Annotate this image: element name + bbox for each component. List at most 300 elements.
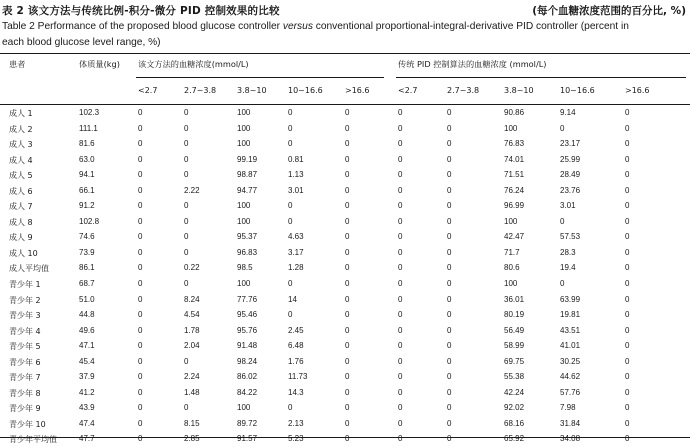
cell-proposed-range-2: 0: [184, 232, 189, 242]
cell-pid-range-3: 100: [504, 216, 518, 226]
cell-pid-range-4: 28.3: [560, 247, 576, 257]
cell-proposed-range-1: 0: [138, 216, 143, 226]
header-range-proposed-3: 3.8~10: [237, 86, 267, 95]
cell-weight: 74.6: [79, 232, 95, 242]
cell-proposed-range-1: 0: [138, 170, 143, 180]
cell-pid-range-3: 80.19: [504, 310, 525, 320]
cell-proposed-range-4: 14: [288, 294, 297, 304]
cell-weight: 47.1: [79, 341, 95, 351]
cell-pid-range-3: 69.75: [504, 356, 525, 366]
cell-proposed-range-2: 0: [184, 123, 189, 133]
cell-pid-range-1: 0: [398, 325, 403, 335]
cell-proposed-range-2: 1.78: [184, 325, 200, 335]
cell-proposed-range-3: 99.19: [237, 154, 258, 164]
cell-pid-range-2: 0: [447, 294, 452, 304]
cell-proposed-range-1: 0: [138, 387, 143, 397]
cell-patient: 青少年 5: [9, 342, 41, 352]
cell-pid-range-2: 0: [447, 232, 452, 242]
cell-pid-range-3: 55.38: [504, 372, 525, 382]
cell-proposed-range-3: 91.57: [237, 434, 258, 444]
cell-pid-range-4: 41.01: [560, 341, 581, 351]
cell-pid-range-5: 0: [625, 216, 630, 226]
cell-proposed-range-4: 0: [288, 403, 293, 413]
cell-proposed-range-1: 0: [138, 263, 143, 273]
header-range-proposed-2: 2.7~3.8: [184, 86, 217, 95]
group2-rule: [396, 77, 686, 78]
cell-pid-range-4: 28.49: [560, 170, 581, 180]
cell-proposed-range-3: 86.02: [237, 372, 258, 382]
cell-pid-range-2: 0: [447, 123, 452, 133]
cell-pid-range-5: 0: [625, 372, 630, 382]
cell-patient: 成人 4: [9, 155, 33, 165]
cell-weight: 66.1: [79, 185, 95, 195]
cell-pid-range-2: 0: [447, 154, 452, 164]
cell-pid-range-4: 23.17: [560, 139, 581, 149]
header-range-pid-5: >16.6: [625, 86, 650, 95]
cell-proposed-range-1: 0: [138, 372, 143, 382]
cell-pid-range-4: 19.81: [560, 310, 581, 320]
cell-pid-range-2: 0: [447, 185, 452, 195]
cell-pid-range-1: 0: [398, 108, 403, 117]
cell-proposed-range-3: 100: [237, 201, 251, 211]
cell-proposed-range-4: 1.76: [288, 356, 304, 366]
cell-pid-range-3: 36.01: [504, 294, 525, 304]
table-row: [0, 400, 690, 416]
caption-en-suffix: conventional proportional-integral-derivative PID controller (percent in: [312, 21, 629, 32]
table-row: [0, 152, 690, 168]
cell-pid-range-4: 57.76: [560, 387, 581, 397]
table-caption-en-line2: each blood glucose level range, %): [2, 37, 161, 48]
cell-proposed-range-4: 2.45: [288, 325, 304, 335]
cell-pid-range-5: 0: [625, 201, 630, 211]
cell-proposed-range-4: 6.48: [288, 341, 304, 351]
cell-proposed-range-1: 0: [138, 403, 143, 413]
cell-pid-range-3: 71.51: [504, 170, 525, 180]
cell-proposed-range-5: 0: [345, 403, 350, 413]
cell-pid-range-2: 0: [447, 108, 452, 117]
cell-pid-range-2: 0: [447, 310, 452, 320]
cell-pid-range-3: 76.83: [504, 139, 525, 149]
cell-pid-range-3: 42.24: [504, 387, 525, 397]
cell-weight: 91.2: [79, 201, 95, 211]
cell-pid-range-2: 0: [447, 403, 452, 413]
cell-proposed-range-1: 0: [138, 325, 143, 335]
cell-pid-range-3: 58.99: [504, 341, 525, 351]
cell-weight: 94.1: [79, 170, 95, 180]
cell-proposed-range-5: 0: [345, 232, 350, 242]
cell-proposed-range-1: 0: [138, 341, 143, 351]
table-row: [0, 307, 690, 323]
cell-pid-range-5: 0: [625, 154, 630, 164]
cell-patient: 成人 8: [9, 217, 33, 227]
cell-proposed-range-3: 95.76: [237, 325, 258, 335]
cell-pid-range-3: 74.01: [504, 154, 525, 164]
cell-weight: 102.8: [79, 216, 100, 226]
table-row: [0, 136, 690, 152]
cell-proposed-range-5: 0: [345, 294, 350, 304]
cell-patient: 青少年 8: [9, 388, 41, 398]
cell-pid-range-3: 90.86: [504, 108, 525, 117]
cell-pid-range-1: 0: [398, 418, 403, 428]
cell-proposed-range-5: 0: [345, 310, 350, 320]
cell-pid-range-1: 0: [398, 434, 403, 444]
cell-patient: 成人 1: [9, 109, 33, 118]
cell-proposed-range-1: 0: [138, 108, 143, 117]
cell-proposed-range-2: 4.54: [184, 310, 200, 320]
cell-proposed-range-4: 0: [288, 216, 293, 226]
cell-pid-range-3: 96.99: [504, 201, 525, 211]
cell-proposed-range-3: 100: [237, 279, 251, 289]
cell-proposed-range-2: 8.15: [184, 418, 200, 428]
cell-proposed-range-4: 3.01: [288, 185, 304, 195]
cell-pid-range-4: 0: [560, 279, 565, 289]
cell-proposed-range-1: 0: [138, 232, 143, 242]
cell-proposed-range-5: 0: [345, 387, 350, 397]
cell-proposed-range-4: 0: [288, 279, 293, 289]
cell-pid-range-2: 0: [447, 263, 452, 273]
cell-proposed-range-5: 0: [345, 123, 350, 133]
cell-pid-range-5: 0: [625, 356, 630, 366]
cell-weight: 49.6: [79, 325, 95, 335]
cell-proposed-range-5: 0: [345, 341, 350, 351]
cell-proposed-range-3: 94.77: [237, 185, 258, 195]
cell-proposed-range-5: 0: [345, 139, 350, 149]
cell-proposed-range-4: 3.17: [288, 247, 304, 257]
table-row: [0, 292, 690, 308]
table-row: [0, 198, 690, 214]
cell-proposed-range-3: 84.22: [237, 387, 258, 397]
cell-pid-range-4: 30.25: [560, 356, 581, 366]
cell-proposed-range-3: 100: [237, 403, 251, 413]
cell-pid-range-5: 0: [625, 185, 630, 195]
cell-pid-range-2: 0: [447, 418, 452, 428]
cell-pid-range-3: 76.24: [504, 185, 525, 195]
cell-pid-range-1: 0: [398, 170, 403, 180]
cell-proposed-range-5: 0: [345, 185, 350, 195]
cell-pid-range-2: 0: [447, 341, 452, 351]
cell-proposed-range-2: 0: [184, 247, 189, 257]
cell-patient: 成人平均值: [9, 264, 49, 274]
caption-en-italic: versus: [282, 21, 313, 32]
header-range-pid-4: 10~16.6: [560, 86, 595, 95]
cell-pid-range-2: 0: [447, 201, 452, 211]
cell-proposed-range-4: 0.81: [288, 154, 304, 164]
cell-proposed-range-3: 100: [237, 108, 251, 117]
table-row: [0, 354, 690, 370]
table-row: [0, 416, 690, 432]
cell-proposed-range-2: 0: [184, 216, 189, 226]
cell-pid-range-1: 0: [398, 247, 403, 257]
cell-proposed-range-1: 0: [138, 185, 143, 195]
cell-pid-range-4: 57.53: [560, 232, 581, 242]
cell-pid-range-4: 25.99: [560, 154, 581, 164]
table-row: [0, 245, 690, 261]
cell-proposed-range-1: 0: [138, 418, 143, 428]
cell-patient: 成人 2: [9, 124, 33, 134]
cell-pid-range-1: 0: [398, 216, 403, 226]
cell-proposed-range-3: 96.83: [237, 247, 258, 257]
cell-pid-range-3: 92.02: [504, 403, 525, 413]
cell-proposed-range-3: 91.48: [237, 341, 258, 351]
table-row: [0, 369, 690, 385]
cell-pid-range-2: 0: [447, 216, 452, 226]
table-row: [0, 214, 690, 230]
cell-pid-range-5: 0: [625, 325, 630, 335]
cell-weight: 45.4: [79, 356, 95, 366]
cell-proposed-range-5: 0: [345, 372, 350, 382]
cell-proposed-range-4: 11.73: [288, 372, 308, 382]
cell-proposed-range-3: 100: [237, 216, 251, 226]
cell-proposed-range-4: 1.13: [288, 170, 304, 180]
cell-proposed-range-4: 0: [288, 139, 293, 149]
cell-pid-range-4: 34.08: [560, 434, 581, 444]
cell-patient: 青少年平均值: [9, 435, 57, 445]
cell-pid-range-5: 0: [625, 294, 630, 304]
cell-proposed-range-3: 89.72: [237, 418, 258, 428]
cell-proposed-range-1: 0: [138, 356, 143, 366]
cell-proposed-range-2: 0: [184, 201, 189, 211]
cell-pid-range-1: 0: [398, 387, 403, 397]
cell-pid-range-2: 0: [447, 170, 452, 180]
cell-proposed-range-4: 1.28: [288, 263, 304, 273]
cell-proposed-range-2: 0: [184, 154, 189, 164]
cell-weight: 44.8: [79, 310, 95, 320]
cell-pid-range-5: 0: [625, 232, 630, 242]
cell-proposed-range-3: 95.37: [237, 232, 258, 242]
cell-proposed-range-4: 0: [288, 201, 293, 211]
header-range-proposed-1: <2.7: [138, 86, 158, 95]
table-row: [0, 260, 690, 276]
cell-pid-range-5: 0: [625, 139, 630, 149]
cell-patient: 青少年 6: [9, 357, 41, 367]
table-row: [0, 338, 690, 354]
cell-pid-range-2: 0: [447, 139, 452, 149]
cell-weight: 37.9: [79, 372, 95, 382]
cell-patient: 青少年 3: [9, 311, 41, 321]
table-caption-en-line1: [2, 21, 629, 32]
cell-proposed-range-1: 0: [138, 154, 143, 164]
cell-proposed-range-5: 0: [345, 263, 350, 273]
cell-pid-range-5: 0: [625, 403, 630, 413]
table-row: [0, 385, 690, 401]
cell-pid-range-2: 0: [447, 247, 452, 257]
cell-pid-range-1: 0: [398, 403, 403, 413]
cell-proposed-range-5: 0: [345, 247, 350, 257]
cell-proposed-range-5: 0: [345, 201, 350, 211]
cell-pid-range-4: 43.51: [560, 325, 581, 335]
cell-proposed-range-1: 0: [138, 294, 143, 304]
header-patient: 患者: [9, 59, 26, 69]
cell-patient: 青少年 10: [9, 419, 46, 429]
cell-pid-range-2: 0: [447, 325, 452, 335]
cell-pid-range-4: 44.62: [560, 372, 581, 382]
cell-proposed-range-2: 1.48: [184, 387, 200, 397]
table-row: [0, 183, 690, 199]
cell-pid-range-5: 0: [625, 279, 630, 289]
header-group-pid: 传统 PID 控制算法的血糖浓度 (mmol/L): [398, 59, 547, 69]
cell-patient: 成人 7: [9, 202, 33, 212]
cell-proposed-range-2: 0.22: [184, 263, 200, 273]
cell-pid-range-1: 0: [398, 279, 403, 289]
table-unit-note: (每个血糖浓度范围的百分比, %): [532, 5, 686, 17]
cell-pid-range-4: 31.84: [560, 418, 581, 428]
cell-proposed-range-3: 95.46: [237, 310, 258, 320]
cell-patient: 青少年 7: [9, 373, 41, 383]
cell-pid-range-5: 0: [625, 170, 630, 180]
cell-pid-range-5: 0: [625, 263, 630, 273]
cell-pid-range-5: 0: [625, 434, 630, 444]
cell-proposed-range-3: 100: [237, 139, 251, 149]
cell-proposed-range-2: 0: [184, 170, 189, 180]
cell-weight: 43.9: [79, 403, 95, 413]
cell-pid-range-5: 0: [625, 418, 630, 428]
header-weight: 体质量(kg): [79, 59, 120, 69]
cell-pid-range-5: 0: [625, 341, 630, 351]
cell-pid-range-1: 0: [398, 263, 403, 273]
cell-proposed-range-3: 98.87: [237, 170, 258, 180]
cell-proposed-range-5: 0: [345, 434, 350, 444]
cell-proposed-range-5: 0: [345, 108, 350, 117]
cell-pid-range-3: 100: [504, 279, 518, 289]
cell-pid-range-3: 56.49: [504, 325, 525, 335]
header-range-pid-1: <2.7: [398, 86, 418, 95]
cell-proposed-range-1: 0: [138, 279, 143, 289]
cell-pid-range-3: 71.7: [504, 247, 520, 257]
cell-pid-range-5: 0: [625, 247, 630, 257]
cell-proposed-range-3: 100: [237, 123, 251, 133]
table-row: [0, 121, 690, 137]
cell-proposed-range-2: 2.22: [184, 185, 200, 195]
cell-pid-range-5: 0: [625, 310, 630, 320]
cell-pid-range-3: 42.47: [504, 232, 525, 242]
cell-proposed-range-5: 0: [345, 170, 350, 180]
cell-proposed-range-5: 0: [345, 279, 350, 289]
cell-patient: 青少年 9: [9, 404, 41, 414]
cell-pid-range-4: 63.99: [560, 294, 581, 304]
cell-pid-range-1: 0: [398, 154, 403, 164]
cell-pid-range-2: 0: [447, 372, 452, 382]
header-range-pid-3: 3.8~10: [504, 86, 534, 95]
cell-pid-range-3: 68.16: [504, 418, 525, 428]
table-row: [0, 276, 690, 292]
cell-weight: 47.7: [79, 434, 95, 444]
cell-pid-range-1: 0: [398, 139, 403, 149]
cell-patient: 成人 10: [9, 248, 38, 258]
cell-proposed-range-2: 0: [184, 403, 189, 413]
cell-proposed-range-1: 0: [138, 201, 143, 211]
table-row: [0, 105, 690, 121]
cell-weight: 111.1: [79, 123, 98, 133]
table-row: [0, 431, 690, 447]
header-range-proposed-4: 10~16.6: [288, 86, 323, 95]
cell-weight: 41.2: [79, 387, 95, 397]
cell-proposed-range-4: 14.3: [288, 387, 304, 397]
cell-proposed-range-4: 0: [288, 310, 293, 320]
cell-proposed-range-5: 0: [345, 356, 350, 366]
cell-pid-range-4: 7.98: [560, 403, 576, 413]
cell-weight: 81.6: [79, 139, 95, 149]
cell-pid-range-4: 0: [560, 216, 565, 226]
cell-proposed-range-4: 2.13: [288, 418, 304, 428]
cell-patient: 青少年 1: [9, 280, 41, 290]
cell-proposed-range-1: 0: [138, 139, 143, 149]
cell-pid-range-1: 0: [398, 310, 403, 320]
cell-proposed-range-3: 98.5: [237, 263, 253, 273]
cell-proposed-range-4: 4.63: [288, 232, 304, 242]
cell-weight: 63.0: [79, 154, 95, 164]
table-row: [0, 323, 690, 339]
cell-proposed-range-2: 0: [184, 279, 189, 289]
cell-pid-range-4: 0: [560, 123, 565, 133]
cell-proposed-range-2: 2.85: [184, 434, 200, 444]
cell-pid-range-4: 19.4: [560, 263, 576, 273]
cell-pid-range-1: 0: [398, 201, 403, 211]
cell-proposed-range-1: 0: [138, 123, 143, 133]
cell-pid-range-3: 65.92: [504, 434, 525, 444]
table-row: [0, 229, 690, 245]
cell-pid-range-1: 0: [398, 232, 403, 242]
cell-proposed-range-2: 8.24: [184, 294, 200, 304]
cell-patient: 成人 5: [9, 171, 33, 181]
group1-rule: [136, 77, 384, 78]
cell-pid-range-1: 0: [398, 185, 403, 195]
cell-weight: 102.3: [79, 108, 100, 117]
cell-patient: 成人 9: [9, 233, 33, 243]
cell-patient: 青少年 4: [9, 326, 41, 336]
cell-proposed-range-4: 5.23: [288, 434, 304, 444]
cell-proposed-range-1: 0: [138, 310, 143, 320]
cell-patient: 青少年 2: [9, 295, 41, 305]
cell-weight: 68.7: [79, 279, 95, 289]
cell-pid-range-1: 0: [398, 341, 403, 351]
cell-patient: 成人 3: [9, 140, 33, 150]
table-row: [0, 167, 690, 183]
cell-pid-range-4: 23.76: [560, 185, 581, 195]
cell-pid-range-5: 0: [625, 123, 630, 133]
cell-proposed-range-4: 0: [288, 123, 293, 133]
cell-proposed-range-5: 0: [345, 418, 350, 428]
cell-pid-range-2: 0: [447, 387, 452, 397]
caption-en-prefix: Table 2 Performance of the proposed blood glucose controller: [2, 21, 283, 32]
cell-proposed-range-1: 0: [138, 247, 143, 257]
cell-proposed-range-2: 0: [184, 108, 189, 117]
cell-patient: 成人 6: [9, 186, 33, 196]
cell-weight: 47.4: [79, 418, 95, 428]
table-body: [0, 105, 690, 447]
cell-proposed-range-1: 0: [138, 434, 143, 444]
cell-pid-range-5: 0: [625, 387, 630, 397]
header-range-proposed-5: >16.6: [345, 86, 370, 95]
cell-pid-range-4: 3.01: [560, 201, 576, 211]
cell-proposed-range-2: 2.04: [184, 341, 200, 351]
cell-proposed-range-2: 0: [184, 139, 189, 149]
cell-proposed-range-2: 2.24: [184, 372, 200, 382]
cell-weight: 86.1: [79, 263, 95, 273]
cell-pid-range-2: 0: [447, 434, 452, 444]
cell-pid-range-3: 100: [504, 123, 518, 133]
cell-pid-range-2: 0: [447, 279, 452, 289]
cell-weight: 51.0: [79, 294, 95, 304]
cell-proposed-range-3: 98.24: [237, 356, 258, 366]
header-group-proposed: 该文方法的血糖浓度(mmol/L): [138, 59, 249, 69]
cell-proposed-range-5: 0: [345, 154, 350, 164]
cell-pid-range-1: 0: [398, 123, 403, 133]
cell-proposed-range-3: 77.76: [237, 294, 258, 304]
cell-pid-range-5: 0: [625, 108, 630, 117]
cell-pid-range-1: 0: [398, 356, 403, 366]
cell-pid-range-2: 0: [447, 356, 452, 366]
cell-proposed-range-4: 0: [288, 108, 293, 117]
